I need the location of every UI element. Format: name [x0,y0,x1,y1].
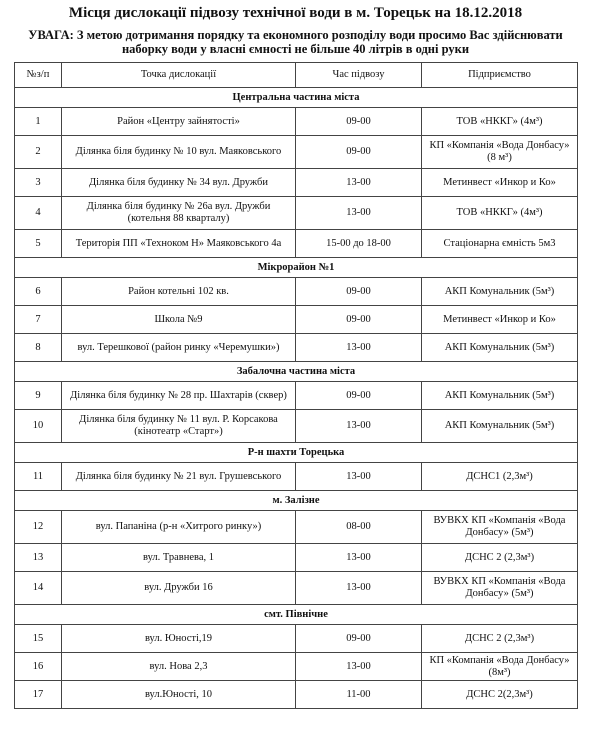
cell-time: 09-00 [296,136,422,169]
section-title: Забалочна частина міста [15,362,578,382]
cell-time: 13-00 [296,334,422,362]
cell-location: Ділянка біля будинку № 11 вул. Р. Корсакова (кінотеатр «Старт») [62,410,296,443]
cell-num: 15 [15,625,62,653]
cell-company: КП «Компанія «Вода Донбасу» (8 м³) [422,136,578,169]
table-row [15,306,578,334]
cell-time: 09-00 [296,306,422,334]
section-header-row [15,491,578,511]
table-row [15,197,578,230]
table-row [15,108,578,136]
cell-company: ДСНС 2 (2,3м³) [422,544,578,572]
cell-company: Метинвест «Инкор и Ко» [422,306,578,334]
cell-time: 13-00 [296,653,422,681]
cell-company: ДСНС1 (2,3м³) [422,463,578,491]
cell-company: ВУВКХ КП «Компанія «Вода Донбасу» (5м³) [422,511,578,544]
cell-location: Район «Центру зайнятості» [62,108,296,136]
cell-num: 11 [15,463,62,491]
cell-location: Ділянка біля будинку № 34 вул. Дружби [62,169,296,197]
cell-company: АКП Комунальник (5м³) [422,334,578,362]
cell-time: 09-00 [296,278,422,306]
cell-location: Район котельні 102 кв. [62,278,296,306]
cell-time: 13-00 [296,197,422,230]
section-title: Р-н шахти Торецька [15,443,578,463]
section-header-row [15,88,578,108]
table-row [15,382,578,410]
table-row [15,169,578,197]
cell-location: Ділянка біля будинку № 21 вул. Грушевського [62,463,296,491]
cell-num: 1 [15,108,62,136]
header-location: Точка дислокації [62,63,296,88]
table-row [15,544,578,572]
cell-num: 5 [15,230,62,258]
cell-time: 13-00 [296,463,422,491]
cell-num: 10 [15,410,62,443]
table-row [15,511,578,544]
cell-num: 6 [15,278,62,306]
cell-company: ВУВКХ КП «Компанія «Вода Донбасу» (5м³) [422,572,578,605]
table-row [15,625,578,653]
section-header-row [15,443,578,463]
cell-company: ДСНС 2(2,3м³) [422,681,578,709]
cell-location: вул. Нова 2,3 [62,653,296,681]
cell-company: АКП Комунальник (5м³) [422,382,578,410]
section-title: Центральна частина міста [15,88,578,108]
cell-time: 09-00 [296,108,422,136]
cell-location: вул. Юності,19 [62,625,296,653]
table-body [15,88,578,709]
cell-time: 09-00 [296,625,422,653]
cell-company: Стаціонарна ємність 5м3 [422,230,578,258]
cell-company: Метинвест «Инкор и Ко» [422,169,578,197]
cell-location: вул. Папаніна (р-н «Хитрого ринку») [62,511,296,544]
cell-time: 08-00 [296,511,422,544]
cell-company: АКП Комунальник (5м³) [422,278,578,306]
cell-time: 15-00 до 18-00 [296,230,422,258]
cell-num: 4 [15,197,62,230]
cell-location: Ділянка біля будинку № 28 пр. Шахтарів (сквер) [62,382,296,410]
cell-num: 7 [15,306,62,334]
table-row [15,572,578,605]
table-row [15,230,578,258]
header-company: Підприємство [422,63,578,88]
cell-time: 13-00 [296,169,422,197]
cell-time: 13-00 [296,572,422,605]
cell-num: 2 [15,136,62,169]
header-time: Час підвозу [296,63,422,88]
table-row [15,681,578,709]
cell-company: ДСНС 2 (2,3м³) [422,625,578,653]
header-number: №з/п [15,63,62,88]
cell-num: 16 [15,653,62,681]
table-row [15,410,578,443]
table-row [15,334,578,362]
table-row [15,653,578,681]
cell-company: ТОВ «НККГ» (4м³) [422,108,578,136]
cell-num: 3 [15,169,62,197]
section-header-row [15,362,578,382]
section-header-row [15,605,578,625]
cell-location: вул.Юності, 10 [62,681,296,709]
warning-notice: УВАГА: З метою дотримання порядку та економного розподілу води просимо Вас здійснювати наборку води у власні ємності не більше 40 літрів в одні руки [28,28,563,56]
table-row [15,278,578,306]
cell-time: 13-00 [296,410,422,443]
table-header-row [15,63,578,88]
table-row [15,463,578,491]
cell-time: 09-00 [296,382,422,410]
cell-location: вул. Дружби 16 [62,572,296,605]
section-title: смт. Північне [15,605,578,625]
cell-company: АКП Комунальник (5м³) [422,410,578,443]
page-title: Місця дислокації підвозу технічної води в м. Торецьк на 18.12.2018 [68,5,523,21]
cell-num: 17 [15,681,62,709]
schedule-table [14,62,578,709]
cell-location: вул. Терешкової (район ринку «Черемушки») [62,334,296,362]
cell-location: Ділянка біля будинку № 10 вул. Маяковського [62,136,296,169]
cell-time: 11-00 [296,681,422,709]
cell-num: 14 [15,572,62,605]
section-title: м. Залізне [15,491,578,511]
cell-location: вул. Травнева, 1 [62,544,296,572]
cell-location: Школа №9 [62,306,296,334]
cell-company: ТОВ «НККГ» (4м³) [422,197,578,230]
cell-num: 12 [15,511,62,544]
section-header-row [15,258,578,278]
cell-time: 13-00 [296,544,422,572]
section-title: Мікрорайон №1 [15,258,578,278]
cell-location: Ділянка біля будинку № 26а вул. Дружби (котельня 88 кварталу) [62,197,296,230]
cell-num: 9 [15,382,62,410]
table-row [15,136,578,169]
cell-num: 13 [15,544,62,572]
cell-company: КП «Компанія «Вода Донбасу» (8м³) [422,653,578,681]
cell-location: Територія ПП «Техноком Н» Маяковського 4а [62,230,296,258]
cell-num: 8 [15,334,62,362]
